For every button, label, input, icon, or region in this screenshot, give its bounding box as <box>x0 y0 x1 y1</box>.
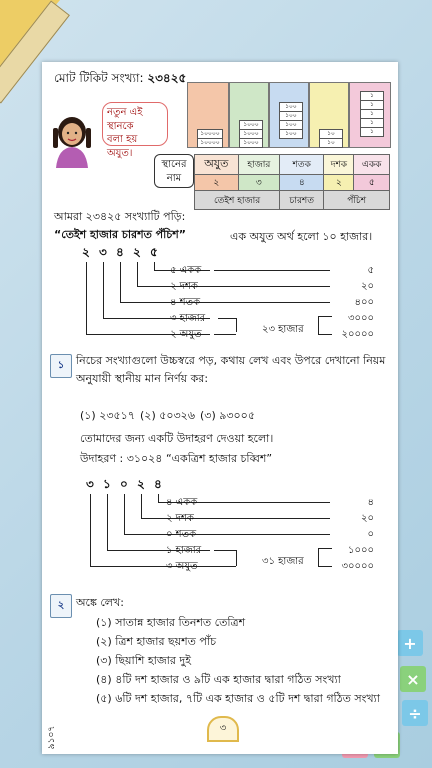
exp1-row-value: ২০০০০ <box>341 329 374 340</box>
exp2-row-value: ১০০০ <box>348 545 374 556</box>
exp1-digit: ৫ <box>150 245 158 259</box>
read-text-line2: “তেইশ হাজার চারশত পঁচিশ” <box>54 228 186 241</box>
exp1-row-value: ২০ <box>360 281 374 292</box>
chip: ১০ <box>319 138 343 148</box>
place-value-chips <box>187 82 391 148</box>
chip: ১ <box>360 100 384 110</box>
exercise-1-item: (২) ৫০৩২৬ <box>140 409 195 422</box>
exercise-1-icon: ১ <box>50 354 72 378</box>
exercise-1-item: (১) ২৩৫১৭ <box>80 409 135 422</box>
exp2-digit: ৩ <box>86 477 94 491</box>
exp2-group-label: ৩১ হাজার <box>262 556 304 567</box>
chip: ১০০০০ <box>197 138 223 148</box>
header-doshok: দশক <box>324 155 354 175</box>
textbook-page <box>42 62 398 754</box>
ticket-total-label: মোট টিকিট সংখ্যা: <box>54 71 144 85</box>
header-hajar: হাজার <box>238 155 280 175</box>
group-cell: চারশত <box>280 191 324 210</box>
speech-bubble <box>102 102 168 159</box>
exp1-digit: ২ <box>133 245 141 259</box>
plus-block-icon: + <box>397 630 423 656</box>
exercise-2-list <box>96 613 386 708</box>
chip: ১০০০ <box>239 138 263 148</box>
exercise-2-item: (৪) ৪টি দশ হাজার ও ৯টি এক হাজার দ্বারা গঠিত সংখ্যা <box>96 673 341 686</box>
exp1-row-label: ৪ শতক <box>170 297 201 308</box>
chip: ১ <box>360 109 384 119</box>
chip: ১০০ <box>279 111 303 121</box>
exp2-row-value: ০ <box>367 529 374 540</box>
exp2-row-label: ৩ অযুত <box>166 561 198 572</box>
speech-bubble-line1: নতুন এই স্থানকে <box>107 107 143 132</box>
ticket-total-value: ২৩৪২৫ <box>147 71 187 85</box>
exp2-row-value: ২০ <box>360 513 374 524</box>
exercise-2-item: (৩) ছিয়াশি হাজার দুই <box>96 654 191 667</box>
exp1-digit: ৩ <box>99 245 107 259</box>
exp2-row-value: ৪ <box>367 497 374 508</box>
header-ekok: একক <box>354 155 390 175</box>
header-shotok: শতক <box>280 155 324 175</box>
exp1-digit: ২ <box>82 245 90 259</box>
chip: ১০০ <box>279 120 303 130</box>
exp1-row-value: ৫ <box>367 265 374 276</box>
exp2-row-label: ০ শতক <box>166 529 197 540</box>
read-text-line1: আমরা ২৩৪২৫ সংখ্যাটি পড়ি: <box>54 210 186 223</box>
exp2-digit: ২ <box>137 477 145 491</box>
exp1-row-value: ৩০০০ <box>347 313 374 324</box>
exp2-row-label: ৪ একক <box>166 497 198 508</box>
chip: ১ <box>360 127 384 137</box>
exp1-group-label: ২৩ হাজার <box>262 324 304 335</box>
chip-column-hajar <box>229 82 269 148</box>
example-intro: তোমাদের জন্য একটি উদাহরণ দেওয়া হলো। <box>80 432 274 445</box>
place-name-line2: নাম <box>166 173 182 184</box>
chip: ১০০০ <box>239 129 263 139</box>
chip: ১ <box>360 91 384 101</box>
ayut-note: এক অযুত অর্থ হলো ১০ হাজার। <box>230 230 373 243</box>
exp1-row-label: ২ দশক <box>170 281 198 292</box>
place-value-table <box>194 154 390 210</box>
side-code: ৯১০৭ <box>47 725 58 750</box>
place-name-line1: স্থানের <box>161 159 187 170</box>
speech-bubble-line2: বলা হয় অযুত। <box>107 134 138 159</box>
exercise-2-icon: ২ <box>50 594 72 618</box>
exercise-2-item: (২) ত্রিশ হাজার ছয়শত পাঁচ <box>96 635 217 648</box>
digit-cell: ৩ <box>238 175 280 191</box>
exp2-digit: ০ <box>120 477 128 491</box>
chip-column-ekok <box>349 82 391 148</box>
girl-illustration <box>50 114 94 168</box>
digit-cell: ৫ <box>354 175 390 191</box>
times-block-icon: × <box>400 666 426 692</box>
group-cell: তেইশ হাজার <box>195 191 280 210</box>
exp2-row-value: ৩০০০০ <box>341 561 374 572</box>
exp1-row-label: ৫ একক <box>170 265 202 276</box>
place-name-box <box>154 154 194 188</box>
chip: ১০০ <box>279 129 303 139</box>
exp2-row-label: ২ দশক <box>166 513 194 524</box>
header-ayut: অযুত <box>195 155 239 175</box>
group-cell: পঁচিশ <box>324 191 390 210</box>
chip-column-doshok <box>309 82 349 148</box>
exercise-2-item: (৫) ৬টি দশ হাজার, ৭টি এক হাজার ও ৫টি দশ দ্বারা গঠিত সংখ্যা <box>96 692 380 705</box>
chip: ১০ <box>319 129 343 139</box>
exp2-digit: ১ <box>103 477 111 491</box>
digit-cell: ৪ <box>280 175 324 191</box>
exercise-2-title: অঙ্কে লেখ: <box>76 596 124 609</box>
ticket-total <box>54 70 186 90</box>
exercise-1-instruction: নিচের সংখ্যাগুলো উচ্চস্বরে পড়, কথায় লেখ এবং উপরে দেখানো নিয়ম অনুযায়ী স্থানীয় মান নির্ণয় কর: <box>76 354 386 385</box>
exp1-row-value: ৪০০ <box>354 297 374 308</box>
exp2-digit: ৪ <box>154 477 162 491</box>
exp1-digit: ৪ <box>116 245 124 259</box>
divide-block-icon: ÷ <box>402 700 428 726</box>
exercise-1-item: (৩) ৯৩০০৫ <box>200 409 255 422</box>
digit-cell: ২ <box>324 175 354 191</box>
chip: ১০০০০ <box>197 129 223 139</box>
chip-column-shotok <box>269 82 309 148</box>
page-number: ৩ <box>207 716 239 742</box>
exp1-row-label: ২ অযুত <box>170 329 202 340</box>
exp2-row-label: ১ হাজার <box>166 545 202 556</box>
digit-cell: ২ <box>195 175 239 191</box>
chip-column-ayut <box>187 82 229 148</box>
chip: ১০০০ <box>239 120 263 130</box>
exercise-2-item: (১) সাতান্ন হাজার তিনশত তেত্রিশ <box>96 616 246 629</box>
chip: ১০০ <box>279 102 303 112</box>
exp1-row-label: ৩ হাজার <box>170 313 206 324</box>
example-text: উদাহরণ : ৩১০২৪ “একত্রিশ হাজার চব্বিশ” <box>80 452 273 465</box>
chip: ১ <box>360 118 384 128</box>
